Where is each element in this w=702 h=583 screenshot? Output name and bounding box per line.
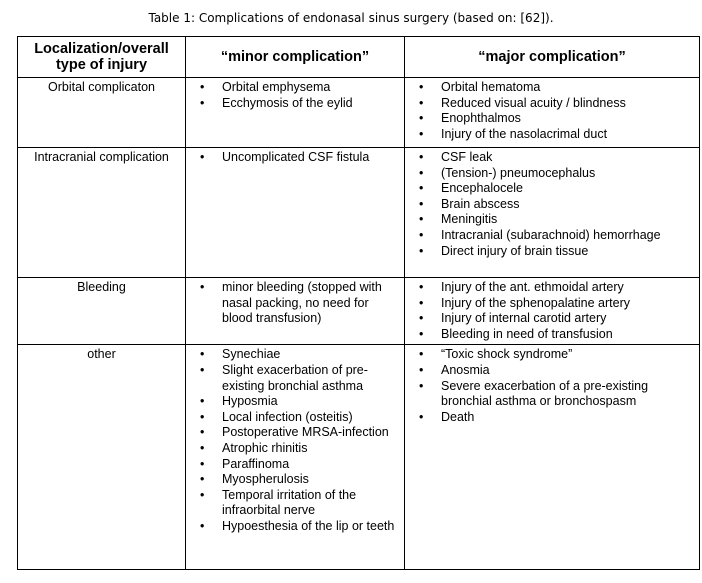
major-complications-cell [405,278,700,345]
bullet-icon: • [200,394,205,409]
list-item [186,150,400,166]
list-item-text: Intracranial (subarachnoid) hemorrhage [441,227,661,242]
bullet-icon: • [419,227,424,242]
list-item [405,311,695,327]
major-complications-cell [405,345,700,570]
bullet-icon: • [419,196,424,211]
list-item [405,166,695,182]
bullet-icon: • [200,280,205,294]
bullet-icon: • [419,362,424,377]
list-item [405,327,695,343]
list-item-text: Uncomplicated CSF fistula [222,150,370,164]
bullet-icon: • [419,80,424,94]
minor-complications-list [186,345,404,536]
header-localization: Localization/overall type of injury [18,37,186,78]
table-row [18,148,700,278]
list-item-text: Meningitis [441,212,498,227]
minor-complications-cell [186,148,405,278]
list-item [186,410,400,426]
list-item-text: Myospherulosis [222,472,309,487]
major-complications-list [405,278,699,344]
bullet-icon: • [419,95,424,110]
bullet-icon: • [200,347,205,362]
list-item [405,379,695,410]
list-item [405,127,695,143]
bullet-icon: • [200,440,205,455]
header-row [18,37,700,78]
list-item-text: Paraffinoma [222,456,290,471]
bullet-icon: • [419,409,424,424]
list-item-text: Temporal irritation of the infraorbital nerve [222,487,357,518]
bullet-icon: • [200,150,205,164]
row-label: Bleeding [18,278,186,345]
bullet-icon: • [419,212,424,227]
minor-complications-list [186,148,404,168]
list-item [186,457,400,473]
row-label: Orbital complicaton [18,78,186,148]
major-complications-cell [405,148,700,278]
list-item [186,394,400,410]
bullet-icon: • [200,472,205,487]
list-item [186,441,400,457]
list-item [405,212,695,228]
major-complications-cell [405,78,700,148]
complications-table [17,36,700,570]
bullet-icon: • [200,362,205,377]
header-major-complication: “major complication” [405,37,700,78]
bullet-icon: • [200,425,205,440]
list-item-text: Encephalocele [441,181,524,196]
bullet-icon: • [200,95,205,110]
table-caption: Table 1: Complications of endonasal sinus surgery (based on: [62]). [148,11,554,25]
header-minor-complication: “minor complication” [186,37,405,78]
list-item [405,181,695,197]
table-row [18,345,700,570]
list-item [186,80,400,96]
minor-complications-list [186,278,404,329]
list-item-text: CSF leak [441,150,493,164]
list-item-text: Injury of internal carotid artery [441,311,607,326]
list-item-text: Ecchymosis of the eylid [222,95,353,110]
list-item-text: Orbital hematoma [441,80,541,94]
row-label: Intracranial complication [18,148,186,278]
list-item [405,96,695,112]
list-item-text: Slight exacerbation of pre-existing bronchial asthma [222,362,368,393]
list-item [405,363,695,379]
minor-complications-list [186,78,404,113]
list-item-text: Injury of the sphenopalatine artery [441,295,631,310]
bullet-icon: • [200,409,205,424]
list-item-text: Bleeding in need of transfusion [441,326,613,341]
minor-complications-cell [186,78,405,148]
list-item-text: (Tension-) pneumocephalus [441,165,596,180]
bullet-icon: • [419,280,424,294]
list-item [405,111,695,127]
list-item-text: Brain abscess [441,196,520,211]
list-item-text: Enophthalmos [441,111,521,126]
bullet-icon: • [200,518,205,533]
list-item-text: Reduced visual acuity / blindness [441,95,626,110]
table-row [18,78,700,148]
list-item [186,280,400,327]
list-item-text: Injury of the ant. ethmoidal artery [441,280,624,294]
list-item [405,347,695,363]
minor-complications-cell [186,345,405,570]
list-item [405,150,695,166]
bullet-icon: • [419,111,424,126]
list-item-text: “Toxic shock syndrome” [441,347,573,362]
list-item [405,280,695,296]
list-item [186,519,400,535]
minor-complications-cell [186,278,405,345]
list-item-text: Orbital emphysema [222,80,331,94]
bullet-icon: • [200,80,205,94]
bullet-icon: • [419,243,424,258]
bullet-icon: • [200,456,205,471]
bullet-icon: • [419,181,424,196]
bullet-icon: • [419,165,424,180]
bullet-icon: • [200,487,205,502]
list-item-text: Hyposmia [222,394,278,409]
list-item [405,410,695,426]
major-complications-list [405,148,699,261]
list-item [186,96,400,112]
list-item-text: Direct injury of brain tissue [441,243,589,258]
list-item [186,347,400,363]
bullet-icon: • [419,326,424,341]
list-item [186,472,400,488]
list-item [405,244,695,260]
bullet-icon: • [419,378,424,393]
list-item-text: Postoperative MRSA-infection [222,425,389,440]
table-body [18,78,700,570]
table-row [18,278,700,345]
list-item [186,363,400,394]
list-item [405,228,695,244]
list-item-text: Atrophic rhinitis [222,440,308,455]
bullet-icon: • [419,347,424,362]
row-label: other [18,345,186,570]
bullet-icon: • [419,150,424,164]
list-item-text: Hypoesthesia of the lip or teeth [222,518,395,533]
list-item-text: Severe exacerbation of a pre-existing bronchial asthma or bronchospasm [441,378,649,409]
list-item-text: Death [441,409,475,424]
list-item [186,488,400,519]
list-item-text: minor bleeding (stopped with nasal packing, no need for blood transfusion) [222,280,382,326]
bullet-icon: • [419,311,424,326]
list-item [405,197,695,213]
list-item [186,425,400,441]
major-complications-list [405,78,699,144]
list-item [405,296,695,312]
list-item-text: Synechiae [222,347,281,362]
bullet-icon: • [419,126,424,141]
list-item-text: Anosmia [441,362,490,377]
bullet-icon: • [419,295,424,310]
list-item [405,80,695,96]
list-item-text: Local infection (osteitis) [222,409,353,424]
major-complications-list [405,345,699,427]
list-item-text: Injury of the nasolacrimal duct [441,126,608,141]
